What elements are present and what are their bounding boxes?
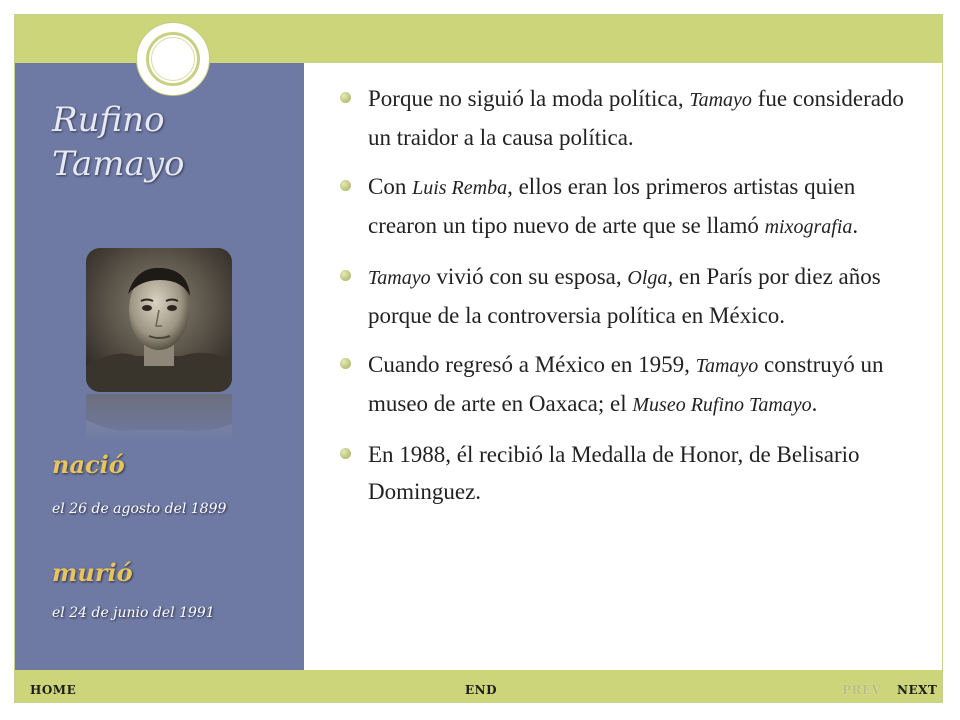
- bullet-text-italic: Luis Remba: [412, 177, 508, 199]
- round-bullet-icon: [340, 180, 351, 191]
- round-bullet-icon: [340, 448, 351, 459]
- bullet-item: [340, 168, 920, 246]
- bullet-text-italic: Museo Rufino Tamayo: [632, 394, 812, 416]
- bullet-item: [340, 436, 920, 510]
- bullet-text: vivió con su esposa,: [430, 264, 628, 289]
- died-label: murió: [52, 558, 133, 587]
- bullet-text: , en París por diez años porque de la controversia política en México.: [368, 264, 881, 328]
- bullet-text: construyó un museo de arte en Oaxaca; el: [368, 352, 884, 416]
- prev-button[interactable]: PREV: [842, 683, 882, 697]
- round-bullet-icon: [340, 358, 351, 369]
- bullet-text: , ellos eran los primeros artistas quien crearon un tipo nuevo de arte que se llamó: [368, 174, 856, 238]
- bullet-text-italic: Tamayo: [695, 355, 759, 377]
- home-button[interactable]: HOME: [30, 683, 77, 697]
- bullet-text: .: [852, 213, 859, 238]
- bullet-item: [340, 80, 920, 156]
- circle-ornament-icon: [136, 22, 210, 96]
- born-label: nació: [52, 450, 125, 479]
- bullet-text-italic: mixografia: [764, 216, 853, 238]
- bullet-text: Porque no siguió la moda política,: [368, 86, 690, 111]
- born-date: el 26 de agosto del 1899: [52, 501, 227, 517]
- bullet-text: En 1988, él recibió la Medalla de Honor, de Belisario Dominguez.: [368, 442, 860, 504]
- next-button[interactable]: NEXT: [897, 683, 938, 697]
- round-bullet-icon: [340, 270, 351, 281]
- title-line-1: Rufino: [52, 100, 165, 140]
- portrait-reflection: [86, 394, 232, 444]
- ornament-ring-inner: [151, 37, 195, 81]
- page-title: [52, 98, 292, 186]
- bullet-text-italic: Olga: [627, 267, 668, 289]
- bullet-text: .: [811, 391, 818, 416]
- title-line-2: Tamayo: [52, 144, 185, 184]
- bullet-text: Con: [368, 174, 413, 199]
- bullet-text: fue considerado un traidor a la causa política.: [368, 86, 904, 150]
- bullet-list: [340, 80, 920, 522]
- end-button[interactable]: END: [465, 683, 498, 697]
- round-bullet-icon: [340, 92, 351, 103]
- bullet-item: [340, 346, 920, 424]
- bullet-item: [340, 258, 920, 334]
- bullet-text: Cuando regresó a México en 1959,: [368, 352, 696, 377]
- died-date: el 24 de junio del 1991: [52, 605, 215, 621]
- bullet-text-italic: Tamayo: [368, 267, 431, 289]
- bullet-text-italic: Tamayo: [689, 89, 752, 111]
- portrait-photo: [86, 248, 232, 392]
